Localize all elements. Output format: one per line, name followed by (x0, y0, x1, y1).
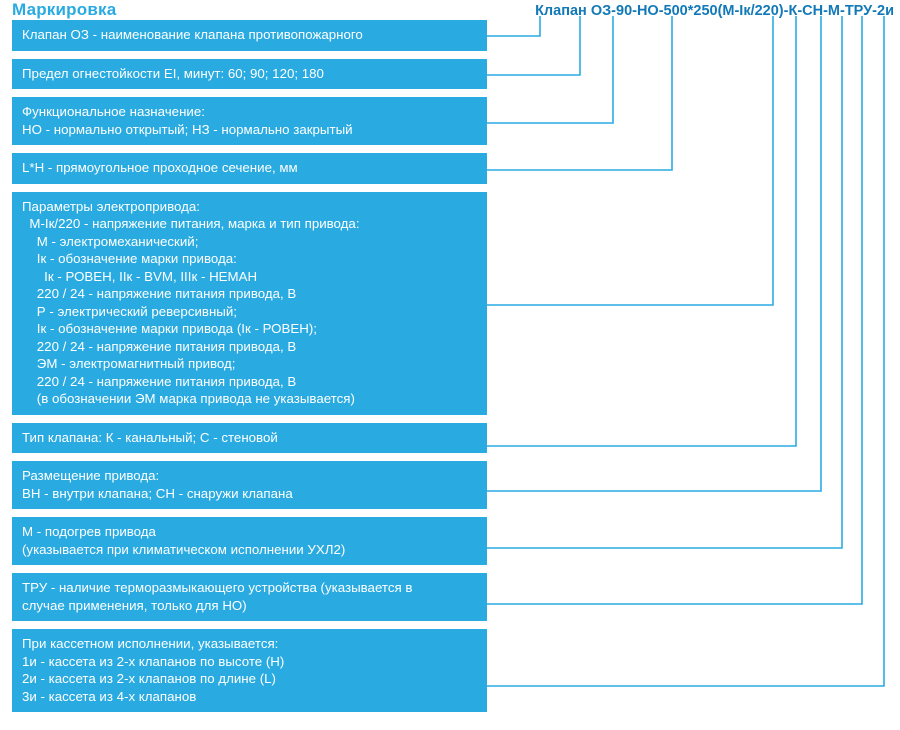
box-text-line: Р - электрический реверсивный; (22, 303, 237, 319)
box-text-line: 2и - кассета из 2-х клапанов по длине (L) (22, 671, 276, 686)
box-text-line: случае применения, только для НО) (22, 597, 247, 613)
box-drive-placement (12, 461, 487, 509)
connector-cassette-version (487, 16, 884, 686)
box-list (12, 20, 487, 720)
box-text-line: Тип клапана: К - канальный; С - стеновой (22, 429, 278, 445)
box-text-line: При кассетном исполнении, указывается: (22, 636, 279, 651)
box-text-line: ВН - внутри клапана; СН - снаружи клапана (22, 485, 293, 501)
box-fire-resistance (12, 59, 487, 90)
box-text-line: (в обозначении ЭМ марка привода не указывается) (22, 391, 355, 406)
connector-fire-resistance (487, 16, 580, 75)
box-text-line: L*H - прямоугольное проходное сечение, мм (22, 160, 298, 175)
box-text-line: М-Iк/220 - напряжение питания, марка и тип привода: (22, 216, 360, 231)
connector-valve-type (487, 16, 796, 446)
connector-valve-name (487, 16, 540, 36)
box-text-line: 1и - кассета из 2-х клапанов по высоте (H) (22, 653, 285, 669)
box-valve-type (12, 423, 487, 454)
box-cross-section (12, 153, 487, 184)
box-drive-heating (12, 517, 487, 565)
box-text-line: Предел огнестойкости EI, минут: 60; 90; 120; 180 (22, 65, 324, 81)
box-text-line: М - подогрев привода (22, 524, 156, 539)
marking-code: Клапан ОЗ-90-НО-500*250(М-Iк/220)-К-СН-М-ТРУ-2и (535, 3, 894, 19)
connector-drive-placement (487, 16, 821, 491)
connector-drive-heating (487, 16, 842, 548)
box-text-line: Iк - РОВЕН, IIк - BVM, IIIк - НЕМАН (22, 268, 258, 284)
box-text-line: (указывается при климатическом исполнении УХЛ2) (22, 541, 346, 557)
connector-thermal-device (487, 16, 862, 604)
box-cassette-version (12, 629, 487, 712)
box-text-line: 220 / 24 - напряжение питания привода, В (22, 373, 297, 389)
connector-functional-purpose (487, 16, 613, 123)
box-text-line: Iк - обозначение марки привода (Iк - РОВЕН); (22, 321, 317, 336)
box-text-line: ЭМ - электромагнитный привод; (22, 356, 236, 371)
box-text-line: ТРУ - наличие терморазмыкающего устройства (указывается в (22, 580, 413, 595)
box-text-line: Клапан ОЗ - наименование клапана противопожарного (22, 27, 363, 42)
box-text-line: Функциональное назначение: (22, 104, 205, 119)
box-text-line: 220 / 24 - напряжение питания привода, В (22, 338, 297, 354)
box-text-line: НО - нормально открытый; НЗ - нормально закрытый (22, 121, 353, 137)
box-valve-name (12, 20, 487, 51)
box-text-line: 220 / 24 - напряжение питания привода, В (22, 286, 297, 301)
box-text-line: Параметры электропривода: (22, 198, 200, 214)
box-text-line: 3и - кассета из 4-х клапанов (22, 688, 197, 704)
box-drive-parameters (12, 192, 487, 415)
box-text-line: Размещение привода: (22, 468, 160, 483)
box-functional-purpose (12, 97, 487, 145)
box-text-line: М - электромеханический; (22, 233, 199, 249)
connector-cross-section (487, 16, 672, 170)
box-thermal-device (12, 573, 487, 621)
connector-drive-parameters (487, 16, 773, 305)
box-text-line: Iк - обозначение марки привода: (22, 251, 237, 266)
page-title: Маркировка (12, 0, 117, 19)
